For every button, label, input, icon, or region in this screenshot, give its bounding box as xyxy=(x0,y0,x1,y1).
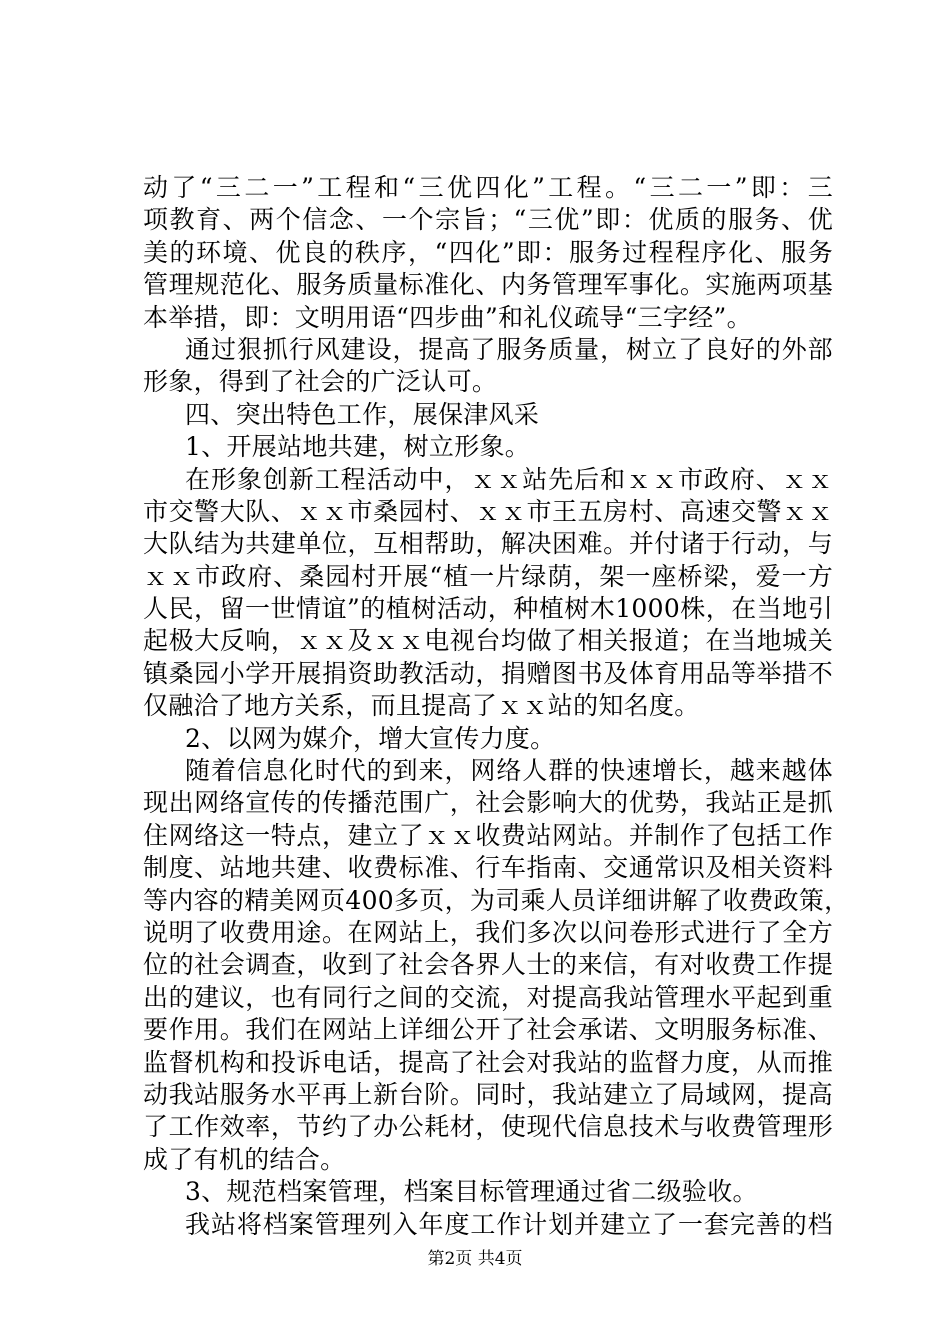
text-line: 说明了收费用途。在网站上，我们多次以问卷形式进行了全方 xyxy=(143,917,833,947)
text-line: 动了“三二一”工程和“三优四化”工程。“三二一”即：三 xyxy=(143,173,833,202)
text-line: 制度、站地共建、收费标准、行车指南、交通常识及相关资料 xyxy=(143,853,833,883)
text-line: 管理规范化、服务质量标准化、内务管理军事化。实施两项基 xyxy=(143,270,833,300)
text-line: 镇桑园小学开展捐资助教活动，捐赠图书及体育用品等举措不 xyxy=(143,658,833,688)
text-line: 项教育、两个信念、一个宗旨；“三优”即：优质的服务、优 xyxy=(143,205,833,235)
page-indicator: 第2页 共4页 xyxy=(427,1249,523,1269)
text-line: 动我站服务水平再上新台阶。同时，我站建立了局域网，提高 xyxy=(143,1079,833,1109)
text-line: ｘｘ市政府、桑园村开展“植一片绿荫，架一座桥梁，爱一方 xyxy=(143,561,833,591)
text-line: 市交警大队、ｘｘ市桑园村、ｘｘ市王五房村、高速交警ｘｘ xyxy=(143,496,833,526)
text-line: 住网络这一特点，建立了ｘｘ收费站网站。并制作了包括工作 xyxy=(143,820,833,850)
text-line: 我站将档案管理列入年度工作计划并建立了一套完善的档 xyxy=(185,1209,833,1239)
text-line: 成了有机的结合。 xyxy=(143,1144,346,1174)
text-line: 了工作效率，节约了办公耗材，使现代信息技术与收费管理形 xyxy=(143,1112,833,1142)
text-line: 起极大反响，ｘｘ及ｘｘ电视台均做了相关报道；在当地城关 xyxy=(143,626,833,656)
text-line: 本举措，即：文明用语“四步曲”和礼仪疏导“三字经”。 xyxy=(143,302,752,332)
text-line: 2、以网为媒介，增大宣传力度。 xyxy=(185,723,556,753)
text-line: 仅融洽了地方关系，而且提高了ｘｘ站的知名度。 xyxy=(143,691,700,721)
text-line: 现出网络宣传的传播范围广，社会影响大的优势，我站正是抓 xyxy=(143,788,833,818)
document-body xyxy=(143,172,850,1241)
text-line: 在形象创新工程活动中，ｘｘ站先后和ｘｘ市政府、ｘｘ xyxy=(185,464,833,494)
text-line: 美的环境、优良的秩序，“四化”即：服务过程程序化、服务 xyxy=(143,237,833,267)
text-line: 四、突出特色工作，展保津风采 xyxy=(185,399,540,429)
text-line: 等内容的精美网页400多页，为司乘人员详细讲解了收费政策， xyxy=(143,885,850,915)
text-line: 形象，得到了社会的广泛认可。 xyxy=(143,367,498,397)
text-line: 1、开展站地共建，树立形象。 xyxy=(185,432,531,462)
page-footer xyxy=(0,1244,950,1269)
text-line: 大队结为共建单位，互相帮助，解决困难。并付诸于行动，与 xyxy=(143,529,833,559)
text-line: 出的建议，也有同行之间的交流，对提高我站管理水平起到重 xyxy=(143,982,833,1012)
text-line: 监督机构和投诉电话，提高了社会对我站的监督力度，从而推 xyxy=(143,1047,833,1077)
text-line: 位的社会调查，收到了社会各界人士的来信，有对收费工作提 xyxy=(143,950,833,980)
text-line: 通过狠抓行风建设，提高了服务质量，树立了良好的外部 xyxy=(185,334,833,364)
text-line: 3、规范档案管理，档案目标管理通过省二级验收。 xyxy=(185,1177,758,1207)
text-line: 人民，留一世情谊”的植树活动，种植树木1000株，在当地引 xyxy=(143,594,833,624)
text-line: 要作用。我们在网站上详细公开了社会承诺、文明服务标准、 xyxy=(143,1015,833,1045)
text-line: 随着信息化时代的到来，网络人群的快速增长，越来越体 xyxy=(185,756,833,786)
